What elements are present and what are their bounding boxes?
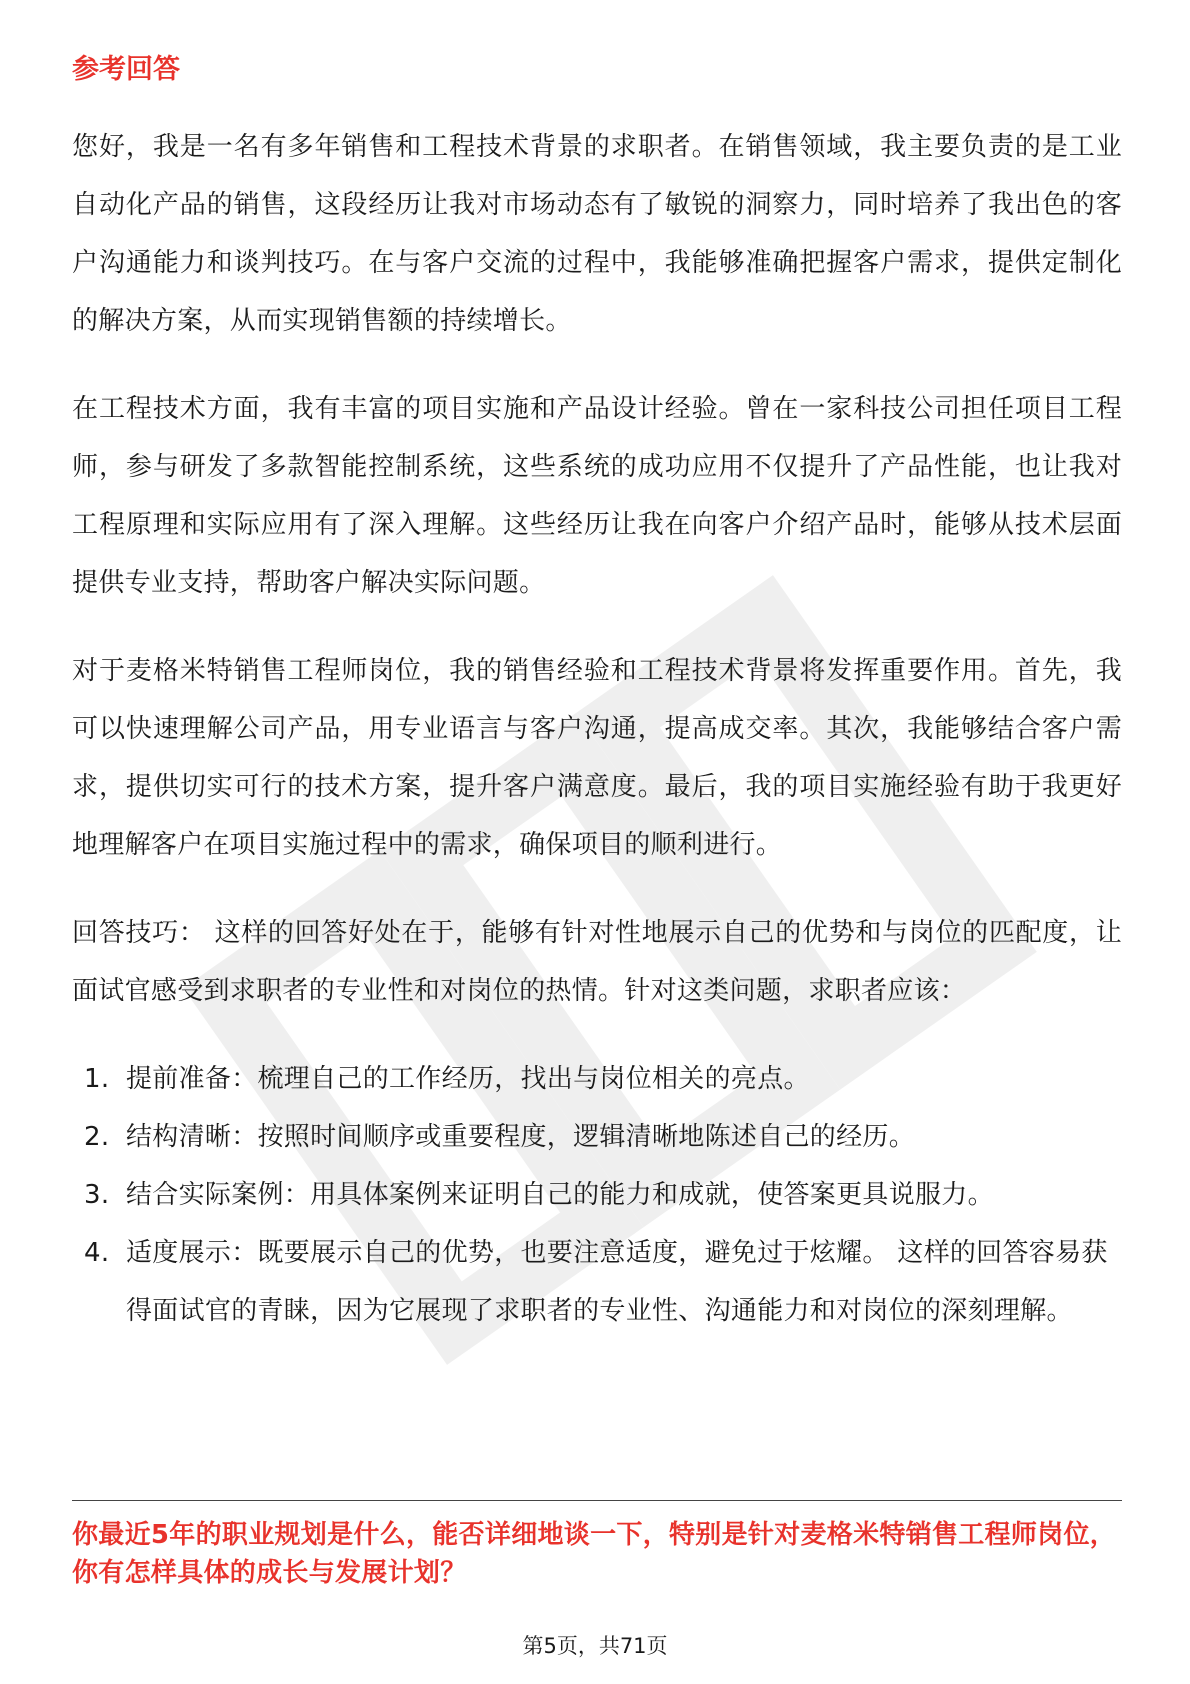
list-item-number: 3. <box>84 1180 110 1210</box>
page-footer: 第5页，共71页 <box>522 1634 668 1658</box>
list-item-text: 提前准备：梳理自己的工作经历，找出与岗位相关的亮点。 <box>126 1064 810 1094</box>
tips-list <box>72 1050 1122 1340</box>
list-item-text: 结合实际案例：用具体案例来证明自己的能力和成就，使答案更具说服力。 <box>126 1180 994 1210</box>
list-item <box>72 1108 1122 1166</box>
list-item-text: 结构清晰：按照时间顺序或重要程度，逻辑清晰地陈述自己的经历。 <box>126 1122 916 1152</box>
list-item <box>72 1224 1122 1340</box>
list-item-number: 2. <box>84 1122 110 1152</box>
answer-content <box>72 118 1122 1340</box>
answer-paragraph-1: 您好，我是一名有多年销售和工程技术背景的求职者。在销售领域，我主要负责的是工业自动化产品的销售，这段经历让我对市场动态有了敏锐的洞察力，同时培养了我出色的客户沟通能力和谈判技巧。在与客户交流的过程中，我能够准确把握客户需求，提供定制化的解决方案，从而实现销售额的持续增长。 <box>72 132 1122 336</box>
answer-tips-intro: 回答技巧： 这样的回答好处在于，能够有针对性地展示自己的优势和与岗位的匹配度，让面试官感受到求职者的专业性和对岗位的热情。针对这类问题，求职者应该： <box>72 918 1122 1006</box>
next-question-heading: 你最近5年的职业规划是什么，能否详细地谈一下，特别是针对麦格米特销售工程师岗位，你有怎样具体的成长与发展计划？ <box>72 1520 1117 1588</box>
section-divider <box>72 1500 1122 1501</box>
list-item <box>72 1166 1122 1224</box>
list-item <box>72 1050 1122 1108</box>
list-item-text: 适度展示：既要展示自己的优势，也要注意适度，避免过于炫耀。 这样的回答容易获得面试官的青睐，因为它展现了求职者的专业性、沟通能力和对岗位的深刻理解。 <box>126 1238 1108 1326</box>
answer-paragraph-2: 在工程技术方面，我有丰富的项目实施和产品设计经验。曾在一家科技公司担任项目工程师，参与研发了多款智能控制系统，这些系统的成功应用不仅提升了产品性能，也让我对工程原理和实际应用有了深入理解。这些经历让我在向客户介绍产品时，能够从技术层面提供专业支持，帮助客户解决实际问题。 <box>72 394 1122 598</box>
section-heading: 参考回答 <box>72 54 180 85</box>
answer-paragraph-3: 对于麦格米特销售工程师岗位，我的销售经验和工程技术背景将发挥重要作用。首先，我可以快速理解公司产品，用专业语言与客户沟通，提高成交率。其次，我能够结合客户需求，提供切实可行的技术方案，提升客户满意度。最后，我的项目实施经验有助于我更好地理解客户在项目实施过程中的需求，确保项目的顺利进行。 <box>72 656 1122 860</box>
list-item-number: 4. <box>84 1238 110 1268</box>
list-item-number: 1. <box>84 1064 110 1094</box>
